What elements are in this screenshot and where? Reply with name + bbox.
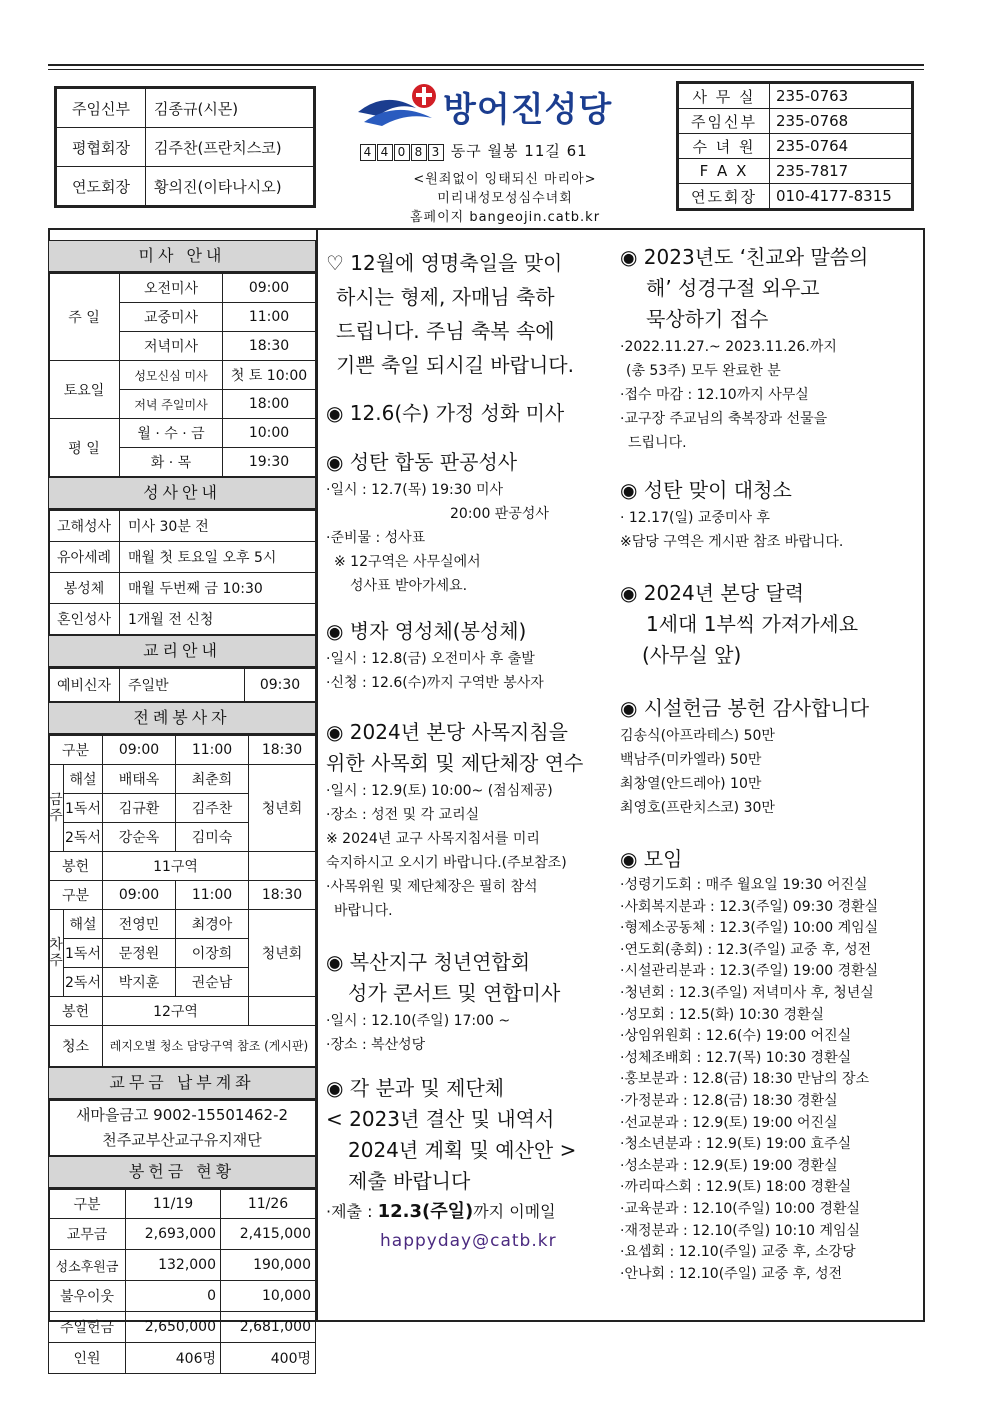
notice-title: ◉ 성탄 맞이 대청소 — [620, 478, 792, 502]
account-box — [48, 1100, 316, 1156]
notice-title: 묵상하기 접수 — [646, 307, 769, 331]
mass-type: 저녁미사 — [120, 332, 223, 361]
mass-time: 18:30 — [223, 332, 316, 361]
mass-table — [48, 273, 316, 477]
server-name: 전영민 — [103, 910, 176, 939]
notice-line: ·장소 : 성전 및 각 교리실 — [326, 807, 480, 823]
sacrament-info: 매월 두번째 금 10:30 — [120, 573, 316, 604]
contact-number: 235-0764 — [770, 134, 912, 159]
notice-line: ·일시 : 12.10(주일) 17:00 ~ — [326, 1013, 511, 1029]
offering-value: 2,650,000 — [126, 1312, 221, 1343]
feast-greeting — [326, 246, 610, 382]
servers-col: 18:30 — [249, 736, 316, 765]
servers-col: 구분 — [49, 736, 103, 765]
meeting-item: ·홍보분과 : 12.8(금) 18:30 만남의 장소 — [620, 1071, 870, 1088]
doctrine-time: 09:30 — [245, 669, 316, 702]
notice-title: ◉ 2023년도 ‘친교와 말씀의 — [620, 245, 869, 269]
left-column — [48, 240, 316, 1374]
offering-header: 봉헌금 현황 — [48, 1156, 316, 1189]
servers-table — [48, 735, 316, 1067]
meeting-item: ·성모회 : 12.5(화) 10:30 경환실 — [620, 1006, 825, 1023]
mass-time: 19:30 — [223, 448, 316, 477]
notice-title: ◉ 각 분과 및 제단체 — [326, 1076, 505, 1100]
sacrament-info: 1개월 전 신청 — [120, 604, 316, 635]
address-text: 동구 월봉 11길 61 — [450, 142, 588, 160]
contact-label: 사 무 실 — [679, 84, 770, 109]
meeting-item: ·교육분과 : 12.10(주일) 10:00 경환실 — [620, 1200, 861, 1217]
offering-value: 406명 — [126, 1343, 221, 1374]
offering-value: 132,000 — [126, 1250, 221, 1281]
account-number: 새마을금고 9002-15501462-2 — [75, 1106, 289, 1124]
server-name: 김미숙 — [175, 823, 248, 852]
meeting-item: ·성령기도회 : 매주 월요일 19:30 어진실 — [620, 877, 868, 893]
notice-title: ◉ 12.6(수) 가정 성화 미사 — [326, 401, 565, 425]
servers-col: 11:00 — [175, 736, 248, 765]
server-name: 강순옥 — [103, 823, 176, 852]
sacrament-name: 고해성사 — [49, 511, 120, 542]
notice-line: 숙지하시고 오시기 바랍니다.(주보참조) — [326, 855, 567, 871]
server-role: 2독서 — [64, 968, 103, 997]
greeting-line: ♡ 12월에 영명축일을 맞이 — [326, 251, 563, 275]
notice-title: ◉ 복산지구 청년연합회 — [326, 950, 531, 974]
donor-line: 김송식(아프라테스) 50만 — [620, 728, 775, 744]
notice-line: ※ 12구역은 사무실에서 — [334, 554, 481, 570]
notice-title: ◉ 2024년 본당 달력 — [620, 581, 805, 605]
greeting-line: 기쁜 축일 되시길 바랍니다. — [336, 353, 574, 377]
doctrine-class: 주일반 — [120, 669, 245, 702]
staff-role: 평협회장 — [57, 128, 146, 167]
top-rule — [48, 64, 924, 66]
staff-role: 연도회장 — [57, 167, 146, 206]
offering-table — [48, 1189, 316, 1374]
server-name: 이장희 — [175, 939, 248, 968]
notice-line — [326, 1197, 610, 1227]
notice-line: ·2022.11.27.~ 2023.11.26.까지 — [620, 339, 837, 355]
offering-value: 10,000 — [221, 1281, 316, 1312]
mass-type: 오전미사 — [120, 274, 223, 303]
mass-day: 주 일 — [49, 274, 120, 361]
notice-title: < 2023년 결산 및 내역서 — [326, 1107, 555, 1131]
mass-time: 09:00 — [223, 274, 316, 303]
offering-item: 불우이웃 — [49, 1281, 126, 1312]
motto — [340, 170, 670, 227]
sacrament-table — [48, 510, 316, 635]
contact-label: F A X — [679, 159, 770, 184]
server-role: 해설 — [64, 765, 103, 794]
notice-line: ※담당 구역은 게시판 참조 바랍니다. — [620, 534, 844, 550]
notice-title: 성가 콘서트 및 연합미사 — [348, 981, 561, 1005]
offering-value: 2,415,000 — [221, 1219, 316, 1250]
offering-value: 190,000 — [221, 1250, 316, 1281]
offering-item: 주일헌금 — [49, 1312, 126, 1343]
homepage: 홈페이지 bangeojin.catb.kr — [409, 210, 601, 225]
offering-col: 11/19 — [126, 1190, 221, 1219]
mass-type: 화 · 목 — [120, 448, 223, 477]
submit-method: 까지 이메일 — [473, 1202, 556, 1221]
right-column — [620, 240, 916, 1285]
doctrine-label: 예비신자 — [49, 669, 120, 702]
staff-role: 주임신부 — [57, 89, 146, 128]
mass-type: 저녁 주일미사 — [120, 390, 223, 419]
notice-title: ◉ 2024년 본당 사목지침을 — [326, 720, 568, 744]
staff-name: 김종규(시몬) — [146, 89, 314, 128]
meeting-item: ·안나회 : 12.10(주일) 교중 후, 성전 — [620, 1265, 843, 1282]
servers-week: 금주 — [49, 765, 64, 852]
contact-number: 235-0768 — [770, 109, 912, 134]
servers-col: 구분 — [49, 881, 103, 910]
notice-line: ·장소 : 복산성당 — [326, 1037, 426, 1053]
mass-time: 18:00 — [223, 390, 316, 419]
postcode-digit: 3 — [428, 144, 444, 161]
server-offering: 12구역 — [103, 997, 249, 1026]
server-name: 최춘희 — [175, 765, 248, 794]
servers-week: 차주 — [49, 910, 64, 997]
server-name: 최경아 — [175, 910, 248, 939]
account-header: 교무금 납부계좌 — [48, 1067, 316, 1100]
server-name: 김규환 — [103, 794, 176, 823]
staff-table — [56, 88, 314, 206]
notice-title: 해’ 성경구절 외우고 — [646, 276, 820, 300]
meeting-item: ·형제소공동체 : 12.3(주일) 10:00 계임실 — [620, 920, 879, 937]
sacrament-info: 미사 30분 전 — [120, 511, 316, 542]
mass-type: 성모신심 미사 — [120, 361, 223, 390]
mass-type: 월 · 수 · 금 — [120, 419, 223, 448]
server-offering: 11구역 — [103, 852, 249, 881]
meeting-item: ·선교분과 : 12.9(토) 19:00 어진실 — [620, 1114, 838, 1131]
sacrament-name: 유아세례 — [49, 542, 120, 573]
postcode-digit: 4 — [360, 144, 376, 161]
server-name: 문정원 — [103, 939, 176, 968]
mass-day: 평 일 — [49, 419, 120, 477]
postcode-digit: 0 — [394, 144, 410, 161]
notice-title: (사무실 앞) — [642, 643, 742, 667]
column-divider — [316, 228, 318, 1322]
top-rule-thin — [48, 69, 924, 70]
submit-date: 12.3(주일) — [377, 1201, 474, 1222]
server-role: 1독서 — [64, 939, 103, 968]
notice-line: ·교구장 주교님의 축복장과 선물을 — [620, 411, 828, 427]
notice-line: 드립니다. — [628, 435, 687, 451]
servers-col: 09:00 — [103, 736, 176, 765]
meeting-item: ·사회복지분과 : 12.3(주일) 09:30 경환실 — [620, 898, 879, 915]
mass-type: 교중미사 — [120, 303, 223, 332]
contact-number: 010-4177-8315 — [770, 184, 912, 209]
server-role: 봉헌 — [49, 852, 103, 881]
meeting-item: ·성소분과 : 12.9(토) 19:00 경환실 — [620, 1157, 838, 1174]
motto-line: 미리내성모성심수녀회 — [437, 191, 573, 206]
meeting-item: ·요셉회 : 12.10(주일) 교중 후, 소강당 — [620, 1244, 856, 1261]
sacrament-name: 혼인성사 — [49, 604, 120, 635]
meeting-item: ·재정분과 : 12.10(주일) 10:10 계임실 — [620, 1222, 861, 1239]
donor-line: 최창열(안드레아) 10만 — [620, 776, 762, 792]
notice-line: ·접수 마감 : 12.10까지 사무실 — [620, 387, 809, 403]
server-name: 박지훈 — [103, 968, 176, 997]
notice-line: (총 53주) 모두 완료한 분 — [626, 363, 781, 379]
server-role: 봉헌 — [49, 997, 103, 1026]
meeting-item: ·청년회 : 12.3(주일) 저녁미사 후, 청년실 — [620, 984, 874, 1001]
address — [360, 140, 650, 161]
offering-item: 성소후원금 — [49, 1250, 126, 1281]
mass-time: 첫 토 10:00 — [223, 361, 316, 390]
server-name: 배태옥 — [103, 765, 176, 794]
greeting-line: 하시는 형제, 자매님 축하 — [336, 285, 555, 309]
notice-line: ·신청 : 12.6(수)까지 구역반 봉사자 — [326, 675, 544, 691]
servers-col: 18:30 — [249, 881, 316, 910]
staff-name: 황의진(이타나시오) — [146, 167, 314, 206]
notice-line: ·준비물 : 성사표 — [326, 530, 426, 546]
server-role: 해설 — [64, 910, 103, 939]
sacrament-info: 매월 첫 토요일 오후 5시 — [120, 542, 316, 573]
middle-column — [326, 246, 610, 1255]
notice-line: 성사표 받아가세요. — [350, 578, 468, 594]
contacts-table — [678, 83, 912, 209]
notice-line: · 12.17(일) 교중미사 후 — [620, 510, 770, 526]
doctrine-header: 교리안내 — [48, 635, 316, 668]
server-name: 권순남 — [175, 968, 248, 997]
sacrament-name: 봉성체 — [49, 573, 120, 604]
meeting-list — [620, 875, 916, 1285]
notice-title: 제출 바랍니다 — [348, 1169, 471, 1193]
contact-label: 연도회장 — [679, 184, 770, 209]
donor-line: 백남주(미카엘라) 50만 — [620, 752, 762, 768]
postcode-digit: 8 — [411, 144, 427, 161]
meeting-item: ·까리따스회 : 12.9(토) 18:00 경환실 — [620, 1179, 852, 1196]
offering-value: 400명 — [221, 1343, 316, 1374]
notice-title: ◉ 성탄 합동 판공성사 — [326, 450, 518, 474]
meeting-item: ·연도회(총회) : 12.3(주일) 교중 후, 성전 — [620, 941, 872, 958]
sacrament-header: 성사안내 — [48, 477, 316, 510]
server-role: 2독서 — [64, 823, 103, 852]
mass-time: 11:00 — [223, 303, 316, 332]
server-role: 1독서 — [64, 794, 103, 823]
notice-title: 2024년 계획 및 예산안 > — [348, 1138, 577, 1162]
offering-value: 2,681,000 — [221, 1312, 316, 1343]
notice-title: ◉ 병자 영성체(봉성체) — [326, 619, 527, 643]
offering-col: 구분 — [49, 1190, 126, 1219]
notice-line: ·일시 : 12.8(금) 오전미사 후 출발 — [326, 651, 535, 667]
notice-title: 1세대 1부씩 가져가세요 — [646, 612, 859, 636]
postcode-digit: 4 — [377, 144, 393, 161]
server-name: 김주찬 — [175, 794, 248, 823]
contact-number: 235-7817 — [770, 159, 912, 184]
notice-line: ·일시 : 12.9(토) 10:00~ (점심제공) — [326, 783, 553, 799]
contact-label: 수 녀 원 — [679, 134, 770, 159]
meeting-item: ·청소년분과 : 12.9(토) 19:00 효주실 — [620, 1136, 852, 1153]
meeting-item: ·상임위원회 : 12.6(수) 19:00 어진실 — [620, 1028, 852, 1045]
cleaning-info: 레지오별 청소 담당구역 참조 (게시판) — [103, 1026, 316, 1067]
account-holder: 천주교부산교구유지재단 — [102, 1131, 262, 1149]
notice-title: ◉ 모임 — [620, 847, 683, 871]
cleaning-label: 청소 — [49, 1026, 103, 1067]
mass-header: 미사 안내 — [48, 240, 316, 273]
email-link[interactable]: happyday@catb.kr — [380, 1231, 557, 1251]
motto-line: <원죄없이 잉태되신 마리아> — [413, 172, 597, 187]
offering-item: 교무금 — [49, 1219, 126, 1250]
mass-day: 토요일 — [49, 361, 120, 419]
offering-col: 11/26 — [221, 1190, 316, 1219]
notice-line: ※ 2024년 교구 사목지침서를 미리 — [326, 831, 540, 847]
meeting-item: ·가정분과 : 12.8(금) 18:30 경환실 — [620, 1092, 838, 1109]
servers-header: 전례봉사자 — [48, 702, 316, 735]
church-name: 방어진성당 — [443, 90, 613, 130]
server-group: 청년회 — [249, 765, 316, 852]
doctrine-table — [48, 668, 316, 702]
notice-line: ·사목위원 및 제단체장은 필히 참석 — [326, 879, 538, 895]
submit-label: ·제출 : — [326, 1202, 373, 1221]
offering-value: 0 — [126, 1281, 221, 1312]
offering-item: 인원 — [49, 1343, 126, 1374]
server-group: 청년회 — [249, 910, 316, 997]
notice-title: 위한 사목회 및 제단체장 연수 — [326, 751, 584, 775]
contact-number: 235-0763 — [770, 84, 912, 109]
meeting-item: ·성체조배회 : 12.7(목) 10:30 경환실 — [620, 1049, 852, 1066]
notice-title: ◉ 시설헌금 봉헌 감사합니다 — [620, 696, 870, 720]
servers-col: 09:00 — [103, 881, 176, 910]
mass-time: 10:00 — [223, 419, 316, 448]
notice-line: 바랍니다. — [334, 903, 393, 919]
donor-line: 최영호(프란치스코) 30만 — [620, 800, 775, 816]
meeting-item: ·시설관리분과 : 12.3(주일) 19:00 경환실 — [620, 963, 879, 980]
greeting-line: 드립니다. 주님 축복 속에 — [336, 319, 555, 343]
servers-col: 11:00 — [175, 881, 248, 910]
notice-line: ·일시 : 12.7(목) 19:30 미사 — [326, 482, 504, 498]
staff-name: 김주찬(프란치스코) — [146, 128, 314, 167]
offering-value: 2,693,000 — [126, 1219, 221, 1250]
notice-line: 20:00 판공성사 — [450, 506, 549, 522]
contact-label: 주임신부 — [679, 109, 770, 134]
